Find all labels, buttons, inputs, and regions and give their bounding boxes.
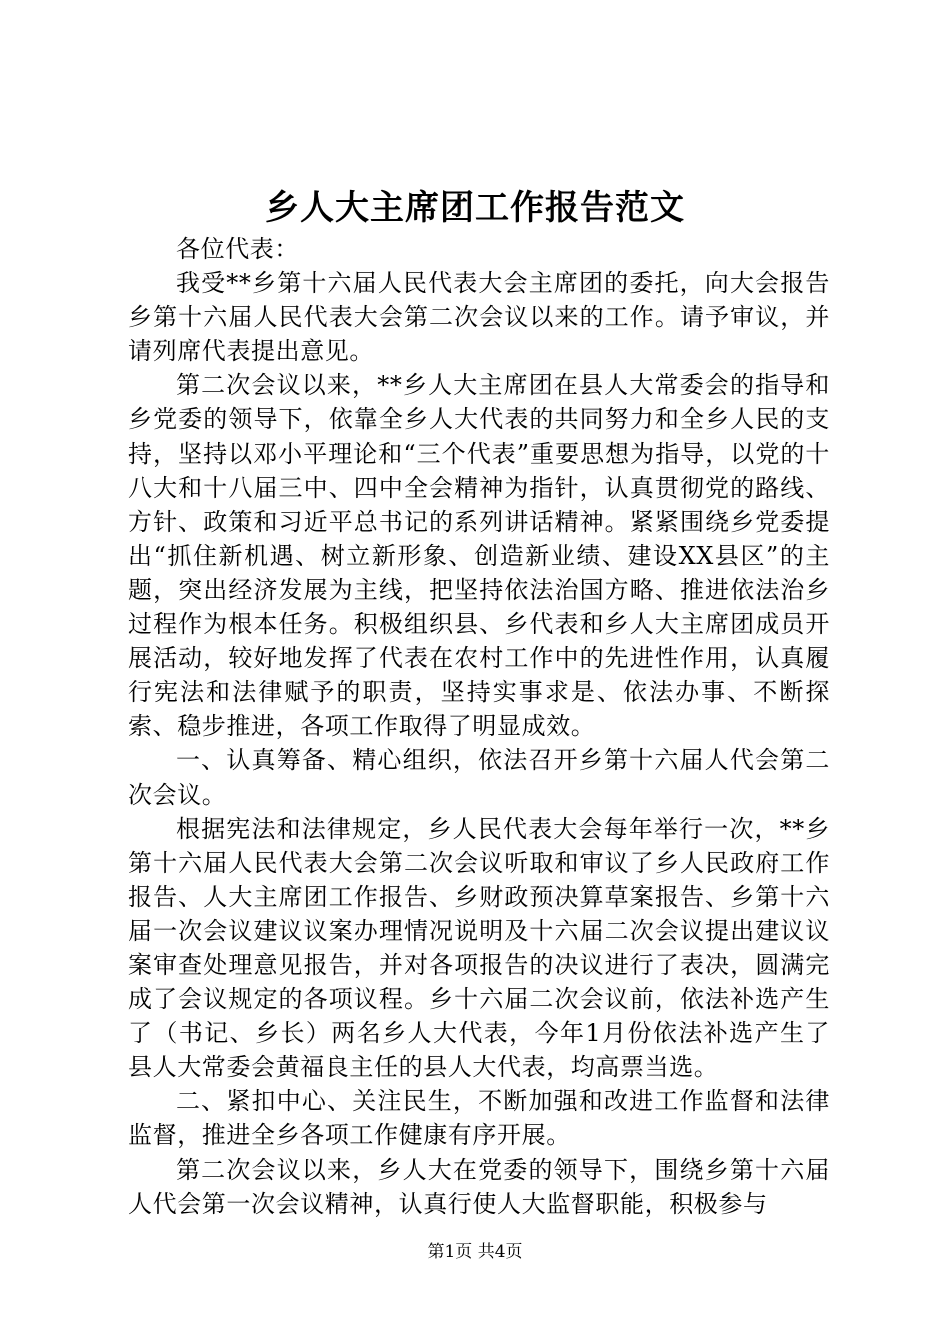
paragraph-overview: 第二次会议以来，**乡人大主席团在县人大常委会的指导和乡党委的领导下，依靠全乡人大代表的共同努力和全乡人民的支持，坚持以邓小平理论和“三个代表”重要思想为指导，以党的十八大和十八届三中、四中全会精神为指针，认真贯彻党的路线、方针、政策和习近平总书记的系列讲话精神。紧紧围绕乡党委提出“抓住新机遇、树立新形象、创造新业绩、建设XX县区”的主题，突出经济发展为主线，把坚持依法治国方略、推进依法治乡过程作为根本任务。积极组织县、乡代表和乡人大主席团成员开展活动，较好地发挥了代表在农村工作中的先进性作用，认真履行宪法和法律赋予的职责，坚持实事求是、依法办事、不断探索、稳步推进，各项工作取得了明显成效。 [128, 371, 830, 741]
section-heading-2: 二、紧扣中心、关注民生，不断加强和改进工作监督和法律监督，推进全乡各项工作健康有序开展。 [128, 1087, 830, 1150]
paragraph-section-1: 根据宪法和法律规定，乡人民代表大会每年举行一次，**乡第十六届人民代表大会第二次会议听取和审议了乡人民政府工作报告、人大主席团工作报告、乡财政预决算草案报告、乡第十六届一次会议建议议案办理情况说明及十六届二次会议提出建议议案审查处理意见报告，并对各项报告的决议进行了表决，圆满完成了会议规定的各项议程。乡十六届二次会议前，依法补选产生了（书记、乡长）两名乡人大代表，今年1月份依法补选产生了县人大常委会黄福良主任的县人大代表，均高票当选。 [128, 814, 830, 1082]
section-heading-1: 一、认真筹备、精心组织，依法召开乡第十六届人代会第二次会议。 [128, 746, 830, 809]
document-title: 乡人大主席团工作报告范文 [265, 188, 685, 228]
paragraph-salutation: 各位代表： [176, 235, 299, 263]
page-footer: 第1页 共4页 [427, 1242, 523, 1262]
paragraph-intro: 我受**乡第十六届人民代表大会主席团的委托，向大会报告乡第十六届人民代表大会第二次会议以来的工作。请予审议，并请列席代表提出意见。 [128, 269, 830, 366]
paragraph-section-2: 第二次会议以来，乡人大在党委的领导下，围绕乡第十六届人代会第一次会议精神，认真行使人大监督职能，积极参与 [128, 1155, 830, 1218]
document-body [128, 232, 830, 1221]
